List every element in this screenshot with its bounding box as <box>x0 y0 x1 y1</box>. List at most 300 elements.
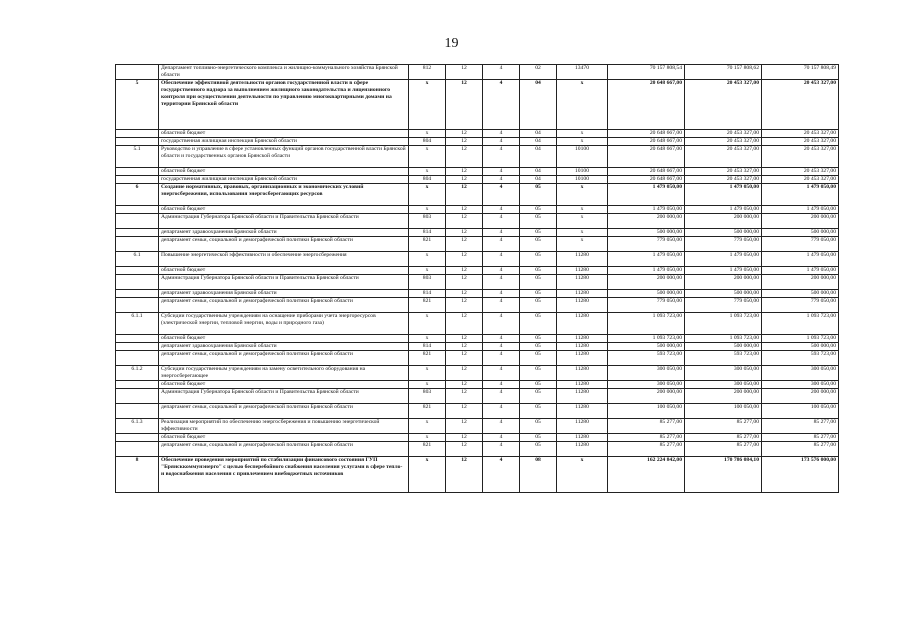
amount-year-3-cell: 20 453 327,00 <box>762 146 839 168</box>
table-row <box>116 298 839 313</box>
row-number-cell <box>116 206 159 214</box>
amount-year-2-cell: 20 453 327,00 <box>685 80 762 130</box>
table-row <box>116 146 839 168</box>
activity-code-cell: 04 <box>520 130 557 138</box>
row-number-cell <box>116 130 159 138</box>
amount-year-2-cell: 20 453 327,00 <box>685 168 762 176</box>
direction-code-cell: 10100 <box>557 146 608 168</box>
amount-year-1-cell: 85 277,00 <box>608 419 685 434</box>
direction-code-cell: 13470 <box>557 65 608 80</box>
item-name-cell: Создание нормативных, правовых, организационных и экономических условий энергосбережения, использования энергосберегающих ресурсов <box>159 184 409 206</box>
program-code-cell: 12 <box>446 419 483 434</box>
subprogram-code-cell: 4 <box>483 229 520 237</box>
table-row <box>116 313 839 335</box>
direction-code-cell: х <box>557 206 608 214</box>
item-name-cell: областной бюджет <box>159 168 409 176</box>
admin-code-cell: х <box>409 252 446 267</box>
amount-year-3-cell: 85 277,00 <box>762 434 839 442</box>
activity-code-cell: 05 <box>520 404 557 419</box>
admin-code-cell: х <box>409 366 446 381</box>
amount-year-1-cell: 200 000,00 <box>608 275 685 290</box>
row-number-cell: 8 <box>116 457 159 493</box>
amount-year-2-cell: 85 277,00 <box>685 434 762 442</box>
amount-year-3-cell: 70 157 808,49 <box>762 65 839 80</box>
activity-code-cell: 05 <box>520 343 557 351</box>
admin-code-cell: 803 <box>409 389 446 404</box>
admin-code-cell: 821 <box>409 442 446 457</box>
activity-code-cell: 05 <box>520 351 557 366</box>
program-code-cell: 12 <box>446 366 483 381</box>
amount-year-1-cell: 1 479 050,00 <box>608 252 685 267</box>
direction-code-cell: 11280 <box>557 434 608 442</box>
row-number-cell <box>116 335 159 343</box>
table-row <box>116 168 839 176</box>
amount-year-2-cell: 85 277,00 <box>685 442 762 457</box>
amount-year-3-cell: 20 453 327,00 <box>762 80 839 130</box>
subprogram-code-cell: 4 <box>483 146 520 168</box>
subprogram-code-cell: 4 <box>483 419 520 434</box>
amount-year-2-cell: 593 723,00 <box>685 351 762 366</box>
program-code-cell: 12 <box>446 389 483 404</box>
row-number-cell <box>116 442 159 457</box>
program-code-cell: 12 <box>446 229 483 237</box>
subprogram-code-cell: 4 <box>483 214 520 229</box>
activity-code-cell: 04 <box>520 146 557 168</box>
amount-year-2-cell: 20 453 327,00 <box>685 176 762 184</box>
amount-year-1-cell: 779 050,00 <box>608 298 685 313</box>
amount-year-2-cell: 200 000,00 <box>685 214 762 229</box>
amount-year-1-cell: 1 479 050,00 <box>608 184 685 206</box>
program-code-cell: 12 <box>446 138 483 146</box>
subprogram-code-cell: 4 <box>483 130 520 138</box>
item-name-cell: Департамент топливно-энергетического комплекса и жилищно-коммунального хозяйства Брянской области <box>159 65 409 80</box>
amount-year-1-cell: 200 000,00 <box>608 214 685 229</box>
amount-year-2-cell: 1 479 050,00 <box>685 184 762 206</box>
amount-year-1-cell: 85 277,00 <box>608 434 685 442</box>
admin-code-cell: 814 <box>409 290 446 298</box>
direction-code-cell: 11280 <box>557 351 608 366</box>
activity-code-cell: 05 <box>520 184 557 206</box>
subprogram-code-cell: 4 <box>483 381 520 389</box>
amount-year-3-cell: 100 050,00 <box>762 404 839 419</box>
amount-year-2-cell: 300 050,00 <box>685 381 762 389</box>
direction-code-cell: 11280 <box>557 404 608 419</box>
item-name-cell: областной бюджет <box>159 434 409 442</box>
direction-code-cell: 11280 <box>557 275 608 290</box>
amount-year-3-cell: 1 479 050,00 <box>762 184 839 206</box>
subprogram-code-cell: 4 <box>483 343 520 351</box>
direction-code-cell: 11280 <box>557 313 608 335</box>
amount-year-2-cell: 200 000,00 <box>685 389 762 404</box>
program-code-cell: 12 <box>446 404 483 419</box>
program-code-cell: 12 <box>446 252 483 267</box>
row-number-cell: 5 <box>116 80 159 130</box>
table-row <box>116 404 839 419</box>
amount-year-1-cell: 1 093 723,00 <box>608 313 685 335</box>
row-number-cell <box>116 237 159 252</box>
program-code-cell: 12 <box>446 206 483 214</box>
amount-year-3-cell: 20 453 327,00 <box>762 130 839 138</box>
row-number-cell <box>116 389 159 404</box>
admin-code-cell: х <box>409 80 446 130</box>
admin-code-cell: 814 <box>409 343 446 351</box>
activity-code-cell: 08 <box>520 457 557 493</box>
amount-year-1-cell: 20 648 667,00 <box>608 80 685 130</box>
row-number-cell: 6.1.1 <box>116 313 159 335</box>
direction-code-cell: 11280 <box>557 343 608 351</box>
activity-code-cell: 05 <box>520 206 557 214</box>
activity-code-cell: 05 <box>520 335 557 343</box>
amount-year-3-cell: 1 479 050,00 <box>762 206 839 214</box>
table-row <box>116 214 839 229</box>
subprogram-code-cell: 4 <box>483 290 520 298</box>
amount-year-2-cell: 20 453 327,00 <box>685 130 762 138</box>
amount-year-2-cell: 100 050,00 <box>685 404 762 419</box>
direction-code-cell: 11280 <box>557 298 608 313</box>
admin-code-cell: х <box>409 313 446 335</box>
program-code-cell: 12 <box>446 335 483 343</box>
admin-code-cell: х <box>409 206 446 214</box>
activity-code-cell: 05 <box>520 290 557 298</box>
item-name-cell: департамент семьи, социальной и демографической политики Брянской области <box>159 442 409 457</box>
table-row <box>116 80 839 130</box>
program-code-cell: 12 <box>446 214 483 229</box>
table-row <box>116 267 839 275</box>
row-number-cell <box>116 275 159 290</box>
row-number-cell <box>116 138 159 146</box>
amount-year-3-cell: 200 000,00 <box>762 214 839 229</box>
activity-code-cell: 05 <box>520 419 557 434</box>
table-row <box>116 366 839 381</box>
item-name-cell: департамент здравоохранения Брянской области <box>159 343 409 351</box>
program-code-cell: 12 <box>446 184 483 206</box>
subprogram-code-cell: 4 <box>483 298 520 313</box>
amount-year-1-cell: 70 157 808,54 <box>608 65 685 80</box>
program-code-cell: 12 <box>446 237 483 252</box>
direction-code-cell: х <box>557 138 608 146</box>
amount-year-1-cell: 1 479 050,00 <box>608 206 685 214</box>
direction-code-cell: 11280 <box>557 335 608 343</box>
amount-year-1-cell: 779 050,00 <box>608 237 685 252</box>
admin-code-cell: х <box>409 267 446 275</box>
amount-year-3-cell: 500 000,00 <box>762 229 839 237</box>
activity-code-cell: 02 <box>520 65 557 80</box>
activity-code-cell: 04 <box>520 138 557 146</box>
amount-year-2-cell: 779 050,00 <box>685 298 762 313</box>
amount-year-2-cell: 20 453 327,00 <box>685 146 762 168</box>
direction-code-cell: 10100 <box>557 168 608 176</box>
item-name-cell: департамент семьи, социальной и демографической политики Брянской области <box>159 351 409 366</box>
table-row <box>116 206 839 214</box>
admin-code-cell: 804 <box>409 138 446 146</box>
row-number-cell <box>116 298 159 313</box>
direction-code-cell: 11280 <box>557 290 608 298</box>
table-row <box>116 252 839 267</box>
item-name-cell: Реализация мероприятий по обеспечению энергосбережения и повышению энергетической эффективности <box>159 419 409 434</box>
amount-year-1-cell: 162 224 842,00 <box>608 457 685 493</box>
activity-code-cell: 05 <box>520 381 557 389</box>
table-row <box>116 419 839 434</box>
row-number-cell <box>116 351 159 366</box>
subprogram-code-cell: 4 <box>483 237 520 252</box>
amount-year-1-cell: 1 479 050,00 <box>608 267 685 275</box>
direction-code-cell: х <box>557 457 608 493</box>
subprogram-code-cell: 4 <box>483 206 520 214</box>
table-row <box>116 335 839 343</box>
table-row <box>116 237 839 252</box>
item-name-cell: областной бюджет <box>159 206 409 214</box>
row-number-cell <box>116 404 159 419</box>
amount-year-3-cell: 85 277,00 <box>762 442 839 457</box>
amount-year-3-cell: 779 050,00 <box>762 237 839 252</box>
amount-year-3-cell: 593 723,00 <box>762 351 839 366</box>
amount-year-2-cell: 85 277,00 <box>685 419 762 434</box>
subprogram-code-cell: 4 <box>483 168 520 176</box>
table-row <box>116 434 839 442</box>
row-number-cell: 6.1.2 <box>116 366 159 381</box>
amount-year-2-cell: 300 050,00 <box>685 366 762 381</box>
amount-year-3-cell: 200 000,00 <box>762 389 839 404</box>
item-name-cell: областной бюджет <box>159 267 409 275</box>
direction-code-cell: х <box>557 130 608 138</box>
subprogram-code-cell: 4 <box>483 335 520 343</box>
amount-year-1-cell: 500 000,00 <box>608 290 685 298</box>
subprogram-code-cell: 4 <box>483 366 520 381</box>
activity-code-cell: 05 <box>520 313 557 335</box>
amount-year-1-cell: 500 000,00 <box>608 229 685 237</box>
activity-code-cell: 05 <box>520 298 557 313</box>
item-name-cell: департамент здравоохранения Брянской области <box>159 290 409 298</box>
amount-year-2-cell: 1 479 050,00 <box>685 206 762 214</box>
table-row <box>116 351 839 366</box>
row-number-cell <box>116 434 159 442</box>
activity-code-cell: 05 <box>520 237 557 252</box>
activity-code-cell: 05 <box>520 434 557 442</box>
admin-code-cell: 803 <box>409 275 446 290</box>
table-row <box>116 65 839 80</box>
admin-code-cell: х <box>409 146 446 168</box>
item-name-cell: Руководство и управление в сфере установленных функций органов государственной власти Брянской области и государственных органов Брянской области <box>159 146 409 168</box>
program-code-cell: 12 <box>446 343 483 351</box>
row-number-cell: 6.1 <box>116 252 159 267</box>
item-name-cell: департамент семьи, социальной и демографической политики Брянской области <box>159 404 409 419</box>
amount-year-1-cell: 300 050,00 <box>608 381 685 389</box>
activity-code-cell: 05 <box>520 275 557 290</box>
program-code-cell: 12 <box>446 290 483 298</box>
admin-code-cell: 812 <box>409 65 446 80</box>
amount-year-2-cell: 20 453 327,00 <box>685 138 762 146</box>
row-number-cell <box>116 176 159 184</box>
admin-code-cell: х <box>409 130 446 138</box>
item-name-cell: государственная жилищная инспекция Брянской области <box>159 176 409 184</box>
amount-year-3-cell: 1 093 723,00 <box>762 313 839 335</box>
admin-code-cell: 814 <box>409 229 446 237</box>
direction-code-cell: х <box>557 184 608 206</box>
admin-code-cell: х <box>409 419 446 434</box>
subprogram-code-cell: 4 <box>483 434 520 442</box>
program-code-cell: 12 <box>446 267 483 275</box>
amount-year-3-cell: 173 576 000,00 <box>762 457 839 493</box>
item-name-cell: Администрация Губернатора Брянской области и Правительства Брянской области <box>159 214 409 229</box>
amount-year-2-cell: 170 786 084,10 <box>685 457 762 493</box>
item-name-cell: департамент семьи, социальной и демографической политики Брянской области <box>159 298 409 313</box>
program-code-cell: 12 <box>446 442 483 457</box>
amount-year-1-cell: 20 648 667,00 <box>608 130 685 138</box>
admin-code-cell: 821 <box>409 298 446 313</box>
row-number-cell <box>116 343 159 351</box>
admin-code-cell: х <box>409 457 446 493</box>
admin-code-cell: х <box>409 335 446 343</box>
item-name-cell: Администрация Губернатора Брянской области и Правительства Брянской области <box>159 275 409 290</box>
amount-year-1-cell: 1 093 723,00 <box>608 335 685 343</box>
item-name-cell: Обеспечение эффективной деятельности органов государственной власти в сфере государственного надзора за выполнением жилищного законодательства и лицензионного контроля при осуществлении деятельности по управлению многоквартирными домами на территории Брянской области <box>159 80 409 130</box>
activity-code-cell: 05 <box>520 252 557 267</box>
direction-code-cell: х <box>557 229 608 237</box>
item-name-cell: Субсидии государственным учреждениям на оснащение приборами учета энергоресурсов (электрической энергии, тепловой энергии, воды и природного газа) <box>159 313 409 335</box>
subprogram-code-cell: 4 <box>483 138 520 146</box>
direction-code-cell: 11280 <box>557 267 608 275</box>
amount-year-1-cell: 20 648 667,00 <box>608 138 685 146</box>
program-code-cell: 12 <box>446 130 483 138</box>
amount-year-1-cell: 593 723,00 <box>608 351 685 366</box>
program-code-cell: 12 <box>446 176 483 184</box>
table-row <box>116 290 839 298</box>
amount-year-1-cell: 85 277,00 <box>608 442 685 457</box>
amount-year-1-cell: 20 648 667,00 <box>608 168 685 176</box>
amount-year-2-cell: 500 000,00 <box>685 229 762 237</box>
program-code-cell: 12 <box>446 381 483 389</box>
direction-code-cell: 11280 <box>557 389 608 404</box>
activity-code-cell: 05 <box>520 229 557 237</box>
row-number-cell <box>116 229 159 237</box>
amount-year-2-cell: 1 479 050,00 <box>685 252 762 267</box>
item-name-cell: департамент семьи, социальной и демографической политики Брянской области <box>159 237 409 252</box>
amount-year-3-cell: 200 000,00 <box>762 275 839 290</box>
item-name-cell: департамент здравоохранения Брянской области <box>159 229 409 237</box>
amount-year-3-cell: 779 050,00 <box>762 298 839 313</box>
activity-code-cell: 05 <box>520 267 557 275</box>
admin-code-cell: х <box>409 381 446 389</box>
item-name-cell: областной бюджет <box>159 130 409 138</box>
program-code-cell: 12 <box>446 275 483 290</box>
subprogram-code-cell: 4 <box>483 275 520 290</box>
amount-year-3-cell: 85 277,00 <box>762 419 839 434</box>
subprogram-code-cell: 4 <box>483 351 520 366</box>
amount-year-2-cell: 500 000,00 <box>685 290 762 298</box>
amount-year-3-cell: 20 453 327,00 <box>762 138 839 146</box>
amount-year-3-cell: 1 479 050,00 <box>762 267 839 275</box>
admin-code-cell: 821 <box>409 237 446 252</box>
table-row <box>116 389 839 404</box>
direction-code-cell: х <box>557 80 608 130</box>
admin-code-cell: х <box>409 168 446 176</box>
program-code-cell: 12 <box>446 146 483 168</box>
program-code-cell: 12 <box>446 168 483 176</box>
amount-year-1-cell: 200 000,00 <box>608 389 685 404</box>
table-row <box>116 138 839 146</box>
admin-code-cell: х <box>409 434 446 442</box>
row-number-cell <box>116 214 159 229</box>
item-name-cell: Субсидии государственным учреждениям на замену осветительного оборудования на энергосберегающее <box>159 366 409 381</box>
direction-code-cell: х <box>557 237 608 252</box>
row-number-cell: 6.1.3 <box>116 419 159 434</box>
amount-year-3-cell: 1 093 723,00 <box>762 335 839 343</box>
amount-year-3-cell: 300 050,00 <box>762 381 839 389</box>
program-code-cell: 12 <box>446 80 483 130</box>
program-code-cell: 12 <box>446 313 483 335</box>
item-name-cell: Повышение энергетической эффективности и обеспечение энергосбережения <box>159 252 409 267</box>
subprogram-code-cell: 4 <box>483 267 520 275</box>
activity-code-cell: 04 <box>520 176 557 184</box>
subprogram-code-cell: 4 <box>483 457 520 493</box>
item-name-cell: Обеспечение проведения мероприятий по стабилизации финансового состояния ГУП "Брянсккоммунэнерго" с целью бесперебойного снабжения населения услугами в сфере тепло- и водоснабжения населения с привлечением внебюджетных источников <box>159 457 409 493</box>
amount-year-3-cell: 1 479 050,00 <box>762 252 839 267</box>
row-number-cell: 5.1 <box>116 146 159 168</box>
admin-code-cell: 803 <box>409 214 446 229</box>
activity-code-cell: 05 <box>520 214 557 229</box>
item-name-cell: Администрация Губернатора Брянской области и Правительства Брянской области <box>159 389 409 404</box>
subprogram-code-cell: 4 <box>483 252 520 267</box>
subprogram-code-cell: 4 <box>483 404 520 419</box>
amount-year-1-cell: 500 000,00 <box>608 343 685 351</box>
amount-year-2-cell: 70 157 808,62 <box>685 65 762 80</box>
amount-year-2-cell: 1 093 723,00 <box>685 335 762 343</box>
subprogram-code-cell: 4 <box>483 176 520 184</box>
activity-code-cell: 04 <box>520 80 557 130</box>
direction-code-cell: 11280 <box>557 366 608 381</box>
table-row <box>116 442 839 457</box>
subprogram-code-cell: 4 <box>483 442 520 457</box>
admin-code-cell: х <box>409 184 446 206</box>
subprogram-code-cell: 4 <box>483 184 520 206</box>
amount-year-2-cell: 500 000,00 <box>685 343 762 351</box>
amount-year-2-cell: 1 093 723,00 <box>685 313 762 335</box>
amount-year-3-cell: 500 000,00 <box>762 343 839 351</box>
direction-code-cell: 10100 <box>557 176 608 184</box>
table-body <box>116 65 839 493</box>
amount-year-1-cell: 100 050,00 <box>608 404 685 419</box>
row-number-cell <box>116 267 159 275</box>
table-row <box>116 343 839 351</box>
program-code-cell: 12 <box>446 351 483 366</box>
activity-code-cell: 04 <box>520 168 557 176</box>
amount-year-3-cell: 20 453 327,00 <box>762 168 839 176</box>
program-code-cell: 12 <box>446 457 483 493</box>
row-number-cell <box>116 290 159 298</box>
direction-code-cell: 11280 <box>557 252 608 267</box>
table-row <box>116 130 839 138</box>
table-row <box>116 229 839 237</box>
table-row <box>116 184 839 206</box>
table-row <box>116 176 839 184</box>
admin-code-cell: 821 <box>409 351 446 366</box>
amount-year-3-cell: 20 453 327,00 <box>762 176 839 184</box>
direction-code-cell: 11280 <box>557 381 608 389</box>
amount-year-2-cell: 779 050,00 <box>685 237 762 252</box>
amount-year-1-cell: 20 648 667,00 <box>608 176 685 184</box>
direction-code-cell: 11280 <box>557 442 608 457</box>
subprogram-code-cell: 4 <box>483 313 520 335</box>
page-number: 19 <box>444 36 459 51</box>
item-name-cell: областной бюджет <box>159 381 409 389</box>
row-number-cell <box>116 381 159 389</box>
table-row <box>116 381 839 389</box>
item-name-cell: областной бюджет <box>159 335 409 343</box>
table-row <box>116 275 839 290</box>
program-code-cell: 12 <box>446 434 483 442</box>
row-number-cell: 6 <box>116 184 159 206</box>
amount-year-3-cell: 500 000,00 <box>762 290 839 298</box>
